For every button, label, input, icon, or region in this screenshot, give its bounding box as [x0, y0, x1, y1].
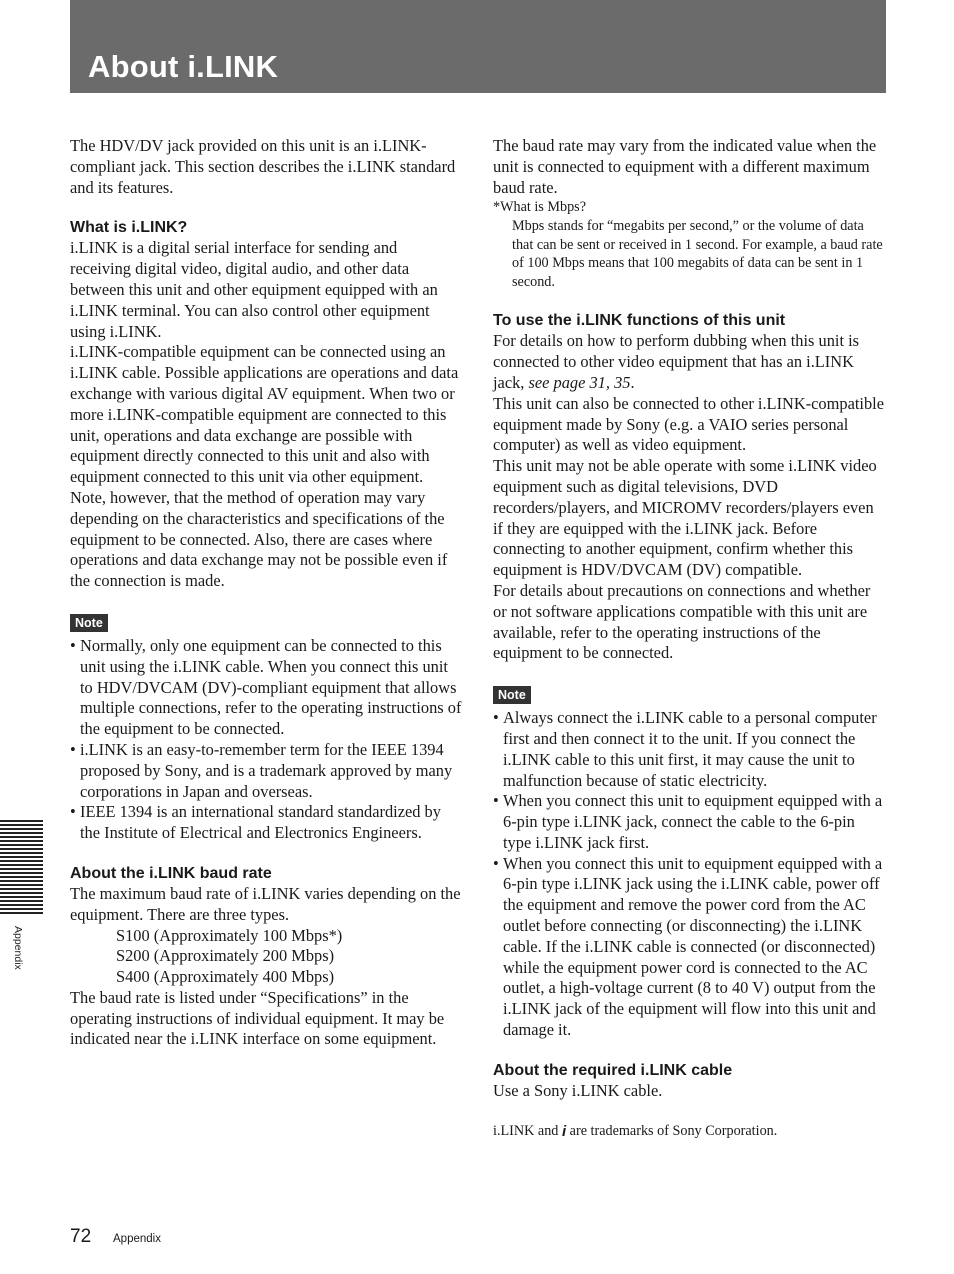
- what-paragraph-3: Note, however, that the method of operation may vary depending on the characteristics and specifications of the equipment to be connected. Also, there are cases where operations and data exchange may not be possible even if the connection is made.: [70, 487, 448, 591]
- ilink-logo-icon: i: [561, 1122, 567, 1140]
- note-item: • When you connect this unit to equipment equipped with a 6-pin type i.LINK jack using the i.LINK cable, power off the equipment and remove the power cord from the AC outlet before connecting (or disconnecting) the i.LINK cable. If the i.LINK cable is connected (or disconnected) while the equipment power cord is connected to the AC outlet, a high-voltage current (8 to 40 V) output from the i.LINK jack of the equipment will flow into this unit and damage it.: [493, 854, 886, 1041]
- intro-paragraph: The HDV/DV jack provided on this unit is an i.LINK-compliant jack. This section describes the i.LINK standard and its features.: [70, 136, 456, 197]
- page-number: 72: [70, 1226, 92, 1247]
- note-item: • IEEE 1394 is an international standard standardized by the Institute of Electrical and Electronics Engineers.: [70, 802, 462, 844]
- right-column: [493, 136, 886, 1141]
- mbps-question: *What is Mbps?: [493, 199, 586, 216]
- page-title: About i.LINK: [88, 49, 279, 84]
- rate-item: S200 (Approximately 200 Mbps): [116, 946, 335, 966]
- use-functions-heading: To use the i.LINK functions of this unit: [493, 312, 786, 330]
- title-banner: [70, 0, 886, 93]
- what-paragraph-1: i.LINK is a digital serial interface for sending and receiving digital video, digital audio, and other data between this unit and other equipment equipped with an i.LINK terminal. You can also control other equipment using i.LINK.: [70, 238, 438, 341]
- page-reference: see page 31, 35: [528, 372, 631, 392]
- note-badge: Note: [493, 686, 531, 704]
- note-item: • Normally, only one equipment can be connected to this unit using the i.LINK cable. When you connect this unit to HDV/DVCAM (DV)-compliant equipment that allows multiple connections, refer to the operating instructions of the equipment to be connected.: [70, 636, 462, 740]
- note-item: • When you connect this unit to equipment equipped with a 6-pin type i.LINK jack, connect the cable to the 6-pin type i.LINK jack first.: [493, 791, 886, 853]
- note-list: [70, 636, 462, 844]
- use-paragraph-2: This unit can also be connected to other i.LINK-compatible equipment made by Sony (e.g. a VAIO series personal computer) as well as video equipment.: [493, 393, 884, 455]
- section-tab-marker: [0, 820, 43, 914]
- trademark-start: i.LINK and: [493, 1122, 559, 1139]
- use-paragraph-1-end: .: [630, 372, 635, 392]
- note-list: [493, 708, 886, 1041]
- note-item: • Always connect the i.LINK cable to a personal computer first and then connect it to the unit. If you connect the i.LINK cable to this unit first, it may cause the unit to malfunction because of static electricity.: [493, 708, 886, 791]
- baud-paragraph-2: The baud rate is listed under “Specifications” in the operating instructions of individual equipment. It may be indicated near the i.LINK interface on some equipment.: [70, 987, 445, 1049]
- use-paragraph-1: [493, 331, 886, 393]
- left-column: [70, 136, 462, 1050]
- what-is-ilink-heading: What is i.LINK?: [70, 219, 188, 237]
- rate-item: S400 (Approximately 400 Mbps): [116, 967, 335, 987]
- footer-section-name: Appendix: [113, 1233, 161, 1245]
- note-item: • i.LINK is an easy-to-remember term for the IEEE 1394 proposed by Sony, and is a trademark approved by many corporations in Japan and overseas.: [70, 740, 462, 802]
- rate-item: S100 (Approximately 100 Mbps*): [116, 925, 343, 945]
- baud-paragraph-1: The maximum baud rate of i.LINK varies depending on the equipment. There are three types.: [70, 883, 461, 924]
- trademark-notice: [493, 1122, 886, 1142]
- trademark-end: are trademarks of Sony Corporation.: [569, 1122, 778, 1139]
- use-paragraph-1-text: For details on how to perform dubbing when this unit is connected to other video equipment that has an i.LINK jack,: [493, 331, 860, 392]
- required-cable-heading: About the required i.LINK cable: [493, 1061, 733, 1079]
- note-badge: Note: [70, 614, 108, 632]
- use-paragraph-4: For details about precautions on connections and whether or not software applications compatible with this unit are available, refer to the operating instructions of the equipment to be connected.: [493, 580, 871, 663]
- mbps-answer: Mbps stands for “megabits per second,” or the volume of data that can be sent or received in 1 second. For example, a baud rate of 100 Mbps means that 100 megabits of data can be sent in 1 second.: [512, 217, 883, 290]
- baud-paragraph-3: The baud rate may vary from the indicated value when the unit is connected to equipment with a different maximum baud rate.: [493, 136, 877, 197]
- side-section-label: Appendix: [12, 926, 24, 970]
- baud-rate-heading: About the i.LINK baud rate: [70, 864, 272, 882]
- what-paragraph-2: i.LINK-compatible equipment can be connected using an i.LINK cable. Possible applications are operations and data exchange with various digital AV equipment. When two or more i.LINK-compatible equipment are connected to this unit, operations and data exchange are possible with equipment directly connected to this unit and also with equipment connected to this unit via other equipment.: [70, 342, 459, 487]
- use-paragraph-3: This unit may not be able operate with some i.LINK video equipment such as digital televisions, DVD recorders/players, and MICROMV recorders/players even if they are equipped with the i.LINK jack. Before connecting to another equipment, confirm whether this equipment is HDV/DVCAM (DV) compatible.: [493, 456, 877, 580]
- cable-paragraph: Use a Sony i.LINK cable.: [493, 1080, 663, 1100]
